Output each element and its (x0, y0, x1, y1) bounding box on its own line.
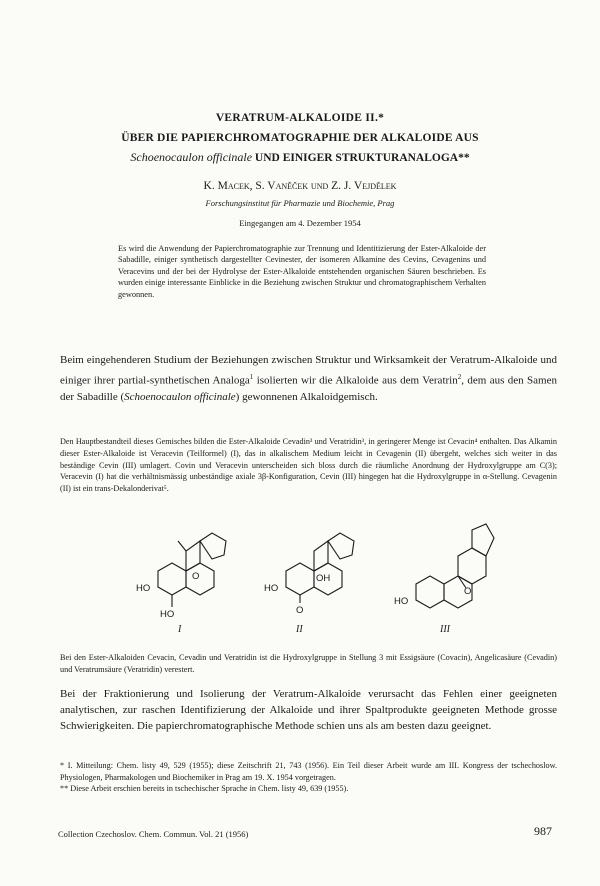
ref-sup-2: 2 (457, 372, 462, 381)
structure-label-iii: III (440, 624, 450, 635)
structure-i (128, 527, 233, 619)
title-line-1: VERATRUM-ALKALOIDE II.* (215, 112, 385, 124)
intro-text-b: isolierten wir die Alkaloide aus dem Veratrin (253, 374, 458, 387)
journal-footer: Collection Czechoslov. Chem. Commun. Vol. 21 (1956) (58, 829, 249, 839)
structure-ii (256, 527, 361, 619)
structure-iii-o: O (464, 586, 472, 597)
structure-label-i: I (178, 624, 182, 635)
title-species: Schoenocaulon officinale (130, 150, 253, 164)
structure-ii-oh: OH (316, 573, 331, 584)
intro-text-c: , dem aus den Samen der Sabadille ( (60, 374, 557, 403)
title-line-3-rest: UND EINIGER STRUKTURANALOGA** (252, 152, 470, 164)
structure-iii-ho: HO (394, 596, 409, 607)
structure-ii-o: O (296, 605, 304, 616)
paragraph-method: Bei der Fraktionierung und Isolierung der Veratrum-Alkaloide verursacht das Fehlen einer geeigneten analytischen, zur raschen Identifizierung der Alkaloide und ihrer Spaltprodukte geeigneten Methode grosse Schwierigkeiten. Die papierchromatographische Methode schien uns als am besten dazu geeignet. (60, 688, 557, 733)
intro-text-d: ) gewonnenen Alkaloidgemisch. (235, 390, 378, 403)
structure-i-ho-2: HO (160, 609, 175, 619)
abstract: Es wird die Anwendung der Papierchromatographie zur Trennung und Identitizierung der Ester-Alkaloide der Sabadille, einiger synthetisch dargestellter Cevinester, der isomeren Alkamine des Cevins, Cevagenins und Veracevins und der bei der Hydrolyse der Ester-Alkaloide entstehenden organischen Säuren beschrieben. Es wurden einige interessante Einblicke in die Beziehung zwischen Struktur und chromatographischem Verhalten gewonnen. (118, 244, 486, 299)
footnotes (60, 760, 557, 795)
affiliation: Forschungsinstitut für Pharmazie und Biochemie, Prag (205, 198, 395, 208)
received-date: Eingegangen am 4. Dezember 1954 (239, 218, 361, 228)
footnote-2: ** Diese Arbeit erschien bereits in tschechischer Sprache in Chem. listy 49, 639 (1955). (60, 784, 349, 794)
intro-species: Schoenocaulon officinale (124, 390, 236, 403)
structure-i-o: O (192, 571, 200, 582)
title-line-3 (0, 150, 600, 165)
intro-text-a: Beim eingehenderen Studium der Beziehungen zwischen Struktur und Wirksamkeit der Veratrum-Alkaloide und einiger ihrer partial-synthetischen Analoga (60, 354, 557, 387)
structure-iii (386, 520, 501, 619)
structure-ii-ho: HO (264, 583, 279, 594)
authors: K. Macek, S. Vaněček und Z. J. Vejdělek (203, 180, 397, 192)
paragraph-intro (60, 352, 557, 405)
title-line-2: ÜBER DIE PAPIERCHROMATOGRAPHIE DER ALKALOIDE AUS (121, 132, 479, 144)
footnote-1: * I. Mitteilung: Chem. listy 49, 529 (1955); diese Zeitschrift 21, 743 (1956). Ein Teil dieser Arbeit wurde am III. Kongress der tschechoslow. Physiologen, Pharmakologen und Biochemiker in Prag am 19. X. 1954 vorgetragen. (60, 761, 557, 782)
ref-sup-1: 1 (249, 372, 254, 381)
structure-label-ii: II (296, 624, 303, 635)
structure-caption: Bei den Ester-Alkaloiden Cevacin, Cevadin und Veratridin ist die Hydroxylgruppe in Stellung 3 mit Essigsäure (Covacin), Angelicasäure (Cevadin) und Veratrumsäure (Veratridin) verestert. (60, 653, 557, 674)
structure-i-ho: HO (136, 583, 151, 594)
page-number: 987 (534, 824, 552, 838)
paragraph-components: Den Hauptbestandteil dieses Gemisches bilden die Ester-Alkaloide Cevadin³ und Veratridin³, in geringerer Menge ist Cevacin⁴ enthalten. Das Alkamin dieser Ester-Alkaloide ist Veracevin (Teilformel) (I), das in alkalischem Medium leicht in Cevagenin (II) übergeht, welches sich weiter in das beständige Cevin (III) umlagert. Covin und Veracevin unterscheiden sich bloss durch die räumliche Anordnung der Hydroxylgruppe am C(3); Veracevin (I) hat die verhältnismässig unbeständige axiale 3β-Konfiguration, Cevin (III) hingegen hat die Hydroxylgruppe in α-Stellung. Cevagenin (II) ist ein trans-Dekalonderivat⁵. (60, 437, 557, 494)
